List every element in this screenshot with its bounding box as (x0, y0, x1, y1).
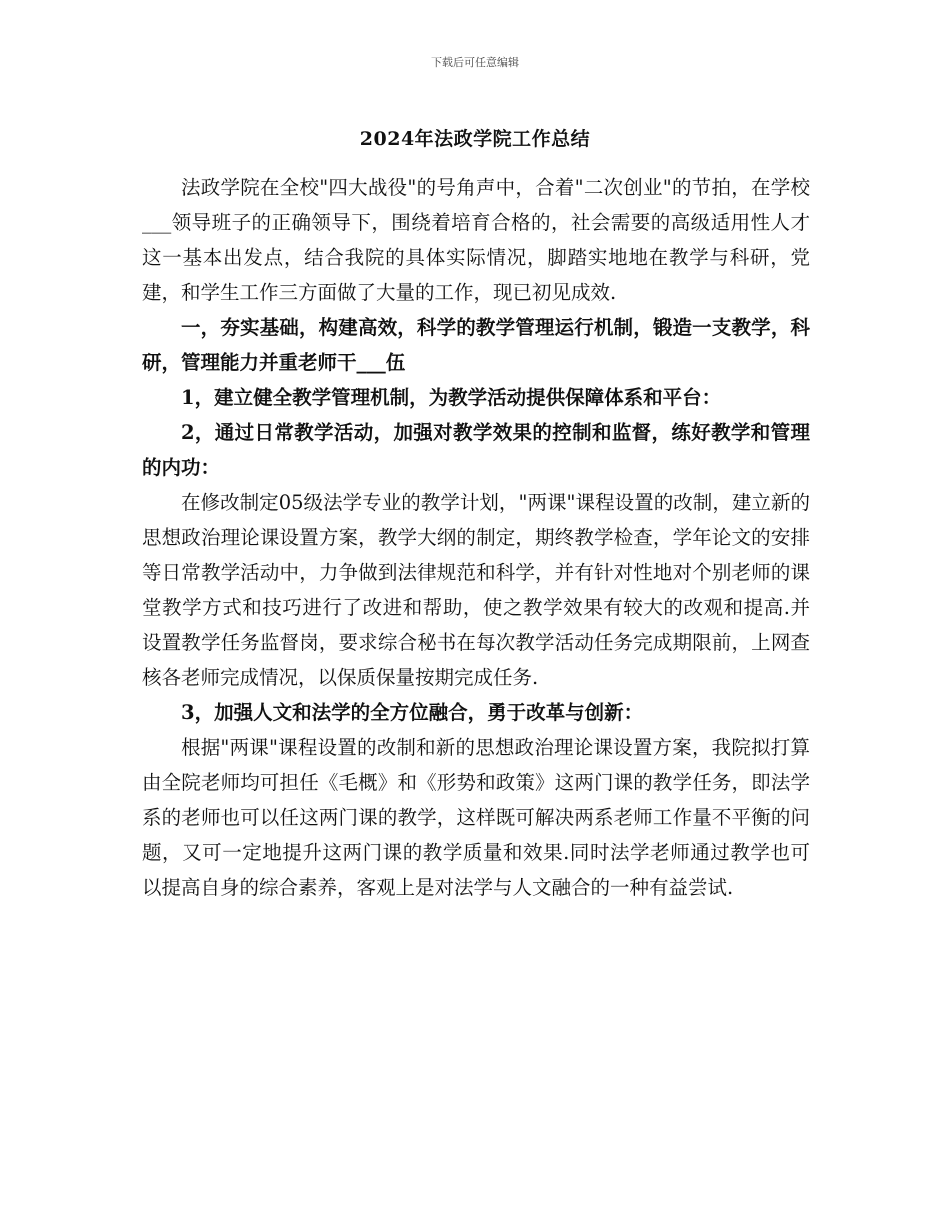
subsection-heading-1: 1，建立健全教学管理机制，为教学活动提供保障体系和平台： (181, 386, 722, 409)
document-title: 2024年法政学院工作总结 (359, 128, 591, 150)
body-paragraph-teaching: 在修改制定05级法学专业的教学计划，"两课"课程设置的改制，建立新的思想政治理论课设置方案，教学大纲的制定，期终教学检查，学年论文的安排等日常教学活动中，力争做到法律规范和科学，并有针对性地对个别老师的课堂教学方式和技巧进行了改进和帮助，使之教学效果有较大的改观和提高.并设置教学任务监督岗，要求综合秘书在每次教学活动任务完成期限前，上网查核各老师完成情况，以保质保量按期完成任务. (142, 491, 810, 689)
subsection-heading-3: 3，加强人文和法学的全方位融合，勇于改革与创新： (181, 701, 644, 724)
intro-paragraph: 法政学院在全校"四大战役"的号角声中，合着"二次创业"的节拍，在学校___领导班子的正确领导下，围绕着培育合格的，社会需要的高级适用性人才这一基本出发点，结合我院的具体实际情况，脚踏实地地在教学与科研，党建，和学生工作三方面做了大量的工作，现已初见成效. (142, 176, 810, 304)
body-paragraph-integration: 根据"两课"课程设置的改制和新的思想政治理论课设置方案，我院拟打算由全院老师均可担任《毛概》和《形势和政策》这两门课的教学任务，即法学系的老师也可以任这两门课的教学，这样既可解决两系老师工作量不平衡的问题，又可一定地提升这两门课的教学质量和效果.同时法学老师通过教学也可以提高自身的综合素养，客观上是对法学与人文融合的一种有益尝试. (142, 736, 810, 899)
document-body (142, 170, 810, 905)
section-heading-1: 一，夯实基础，构建高效，科学的教学管理运行机制，锻造一支教学，科研，管理能力并重老师干___伍 (142, 316, 810, 374)
page-header-note: 下载后可任意编辑 (431, 56, 519, 69)
subsection-heading-2: 2，通过日常教学活动，加强对教学效果的控制和监督，练好教学和管理的内功： (142, 421, 810, 479)
